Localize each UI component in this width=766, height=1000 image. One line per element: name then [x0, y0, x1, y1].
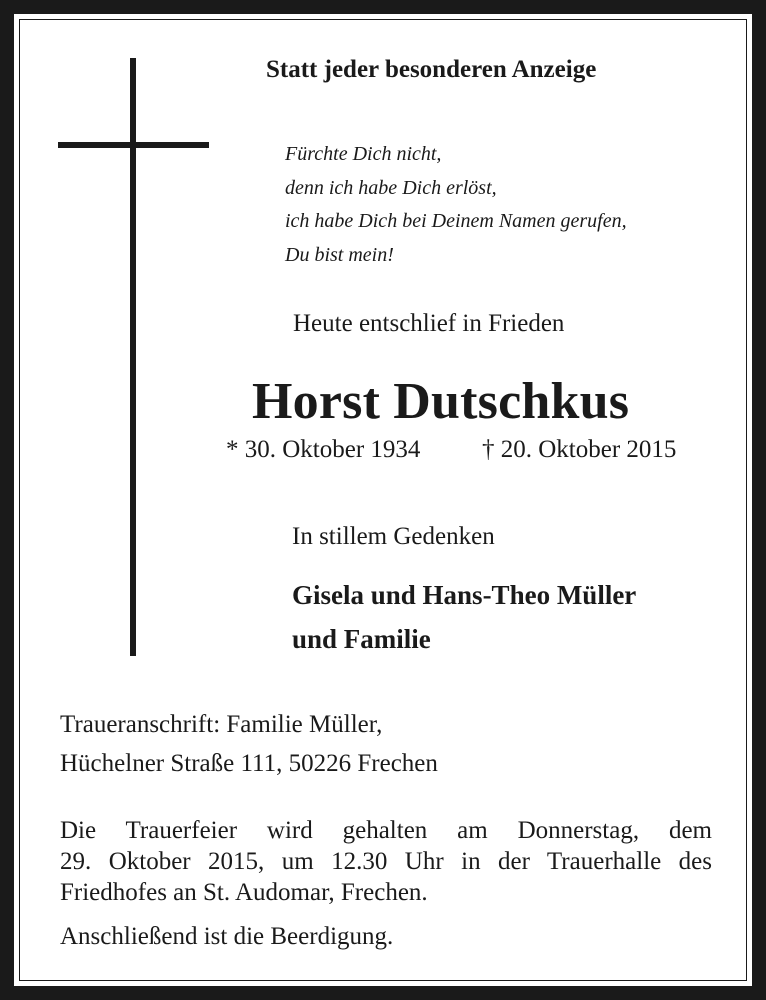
verse-line: ich habe Dich bei Deinem Namen gerufen,: [285, 210, 627, 232]
verse-line: Du bist mein!: [285, 243, 394, 266]
cross-icon-horizontal-bar: [58, 142, 209, 148]
service-line: Friedhofes an St. Audomar, Frechen.: [60, 879, 428, 906]
birth-date: * 30. Oktober 1934: [226, 436, 421, 463]
address-line: Hüchelner Straße 111, 50226 Frechen: [60, 750, 438, 777]
mourners-line: Gisela und Hans-Theo Müller: [292, 580, 637, 610]
notice-heading: Statt jeder besonderen Anzeige: [266, 56, 597, 83]
bible-verse: [285, 138, 627, 272]
funeral-service-info: [60, 815, 712, 908]
memory-line: In stillem Gedenken: [292, 523, 495, 550]
service-line: Die Trauerfeier wird gehalten am Donnerstag, dem: [60, 817, 712, 844]
mourning-address: [60, 705, 438, 783]
mourners-line: und Familie: [292, 624, 431, 654]
deceased-name: Horst Dutschkus: [252, 373, 630, 430]
address-line: Traueranschrift: Familie Müller,: [60, 711, 383, 738]
death-date: † 20. Oktober 2015: [482, 436, 677, 463]
mourners: [292, 573, 636, 661]
intro-line: Heute entschlief in Frieden: [293, 310, 565, 337]
verse-line: denn ich habe Dich erlöst,: [285, 176, 497, 199]
burial-note: Anschließend ist die Beerdigung.: [60, 923, 394, 950]
service-line: 29. Oktober 2015, um 12.30 Uhr in der Trauerhalle des: [60, 848, 712, 875]
verse-line: Fürchte Dich nicht,: [285, 143, 442, 165]
